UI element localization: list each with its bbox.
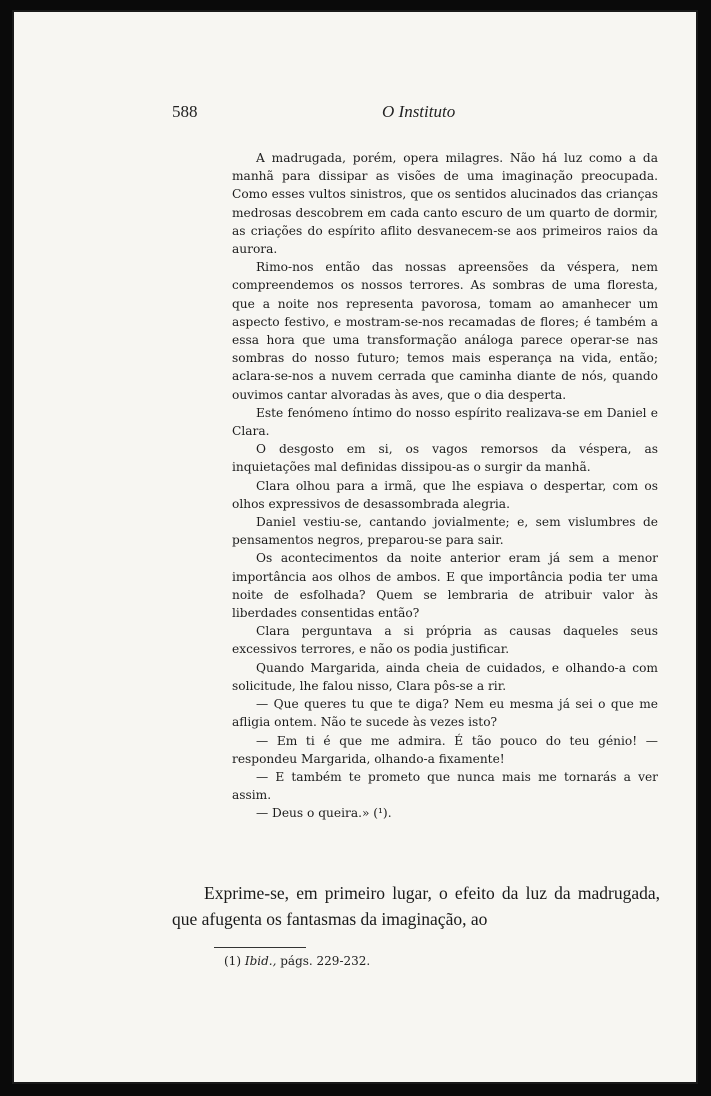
quote-paragraph: O desgosto em si, os vagos remorsos da véspera, as inquietações mal definidas dissipou-as o surgir da manhã. [232, 442, 658, 475]
body-paragraph: Exprime-se, em primeiro lugar, o efeito da luz da madrugada, que afugenta os fantasmas da imaginação, ao [172, 883, 660, 929]
footnote-marker: (1) [224, 954, 241, 968]
quote-paragraph: Os acontecimentos da noite anterior eram já sem a menor importância aos olhos de ambos. E que importância podia ter uma noite de esfolhada? Quem se lembraria de atribuir valor às liberdades consentidas então? [232, 551, 658, 621]
quote-paragraph: Quando Margarida, ainda cheia de cuidados, e olhando-a com solicitude, lhe falou nisso, Clara pôs-se a rir. [232, 660, 658, 693]
quote-paragraph: Este fenómeno íntimo do nosso espírito realizava-se em Daniel e Clara. [232, 405, 658, 439]
quote-paragraph: Daniel vestiu-se, cantando jovialmente; e, sem vislumbres de pensamentos negros, preparou-se para sair. [232, 515, 658, 548]
quote-paragraph: Rimo-nos então das nossas apreensões da véspera, nem compreendemos os nossos terrores. As sombras de uma floresta, que a noite nos representa pavorosa, tomam ao amanhecer um aspecto festivo, e mostram-se-nos recamadas de flores; é também a essa hora que uma transformação análoga parece operar-se nas sombras do nosso futuro; temos mais esperança na vida, então; aclara-se-nos a nuvem cerrada que caminha diante de nós, quando ouvimos cantar alvoradas às aves, que o dia desperta. [232, 260, 658, 402]
footnote-rule [214, 947, 306, 948]
quoted-passage [232, 149, 658, 823]
quote-paragraph: Clara perguntava a si própria as causas daqueles seus excessivos terrores, e não os podia justificar. [232, 624, 658, 657]
quote-paragraph: — Em ti é que me admira. É tão pouco do teu génio! — respondeu Margarida, olhando-a fixamente! [232, 733, 658, 766]
quote-paragraph: Clara olhou para a irmã, que lhe espiava o despertar, com os olhos expressivos de desassombrada alegria. [232, 478, 658, 511]
footnote-ref: Ibid., [244, 954, 277, 968]
running-title: O Instituto [382, 102, 456, 121]
footnote [224, 954, 370, 968]
scanned-page [12, 10, 698, 1084]
footnote-pages: págs. 229-232. [280, 954, 371, 968]
quote-paragraph: A madrugada, porém, opera milagres. Não há luz como a da manhã para dissipar as visões de uma imaginação preocupada. Como esses vultos sinistros, que os sentidos alucinados das crianças medrosas descobrem em cada canto escuro de um quarto de dormir, as criações do espírito aflito desvanecem-se aos primeiros raios da aurora. [232, 151, 658, 257]
quote-paragraph: — Deus o queira.» (¹). [256, 806, 392, 821]
quote-paragraph: — E também te prometo que nunca mais me tornarás a ver assim. [232, 769, 658, 803]
page-number: 588 [172, 102, 198, 121]
quote-paragraph: — Que queres tu que te diga? Nem eu mesma já sei o que me afligia ontem. Não te sucede às vezes isto? [232, 697, 658, 730]
